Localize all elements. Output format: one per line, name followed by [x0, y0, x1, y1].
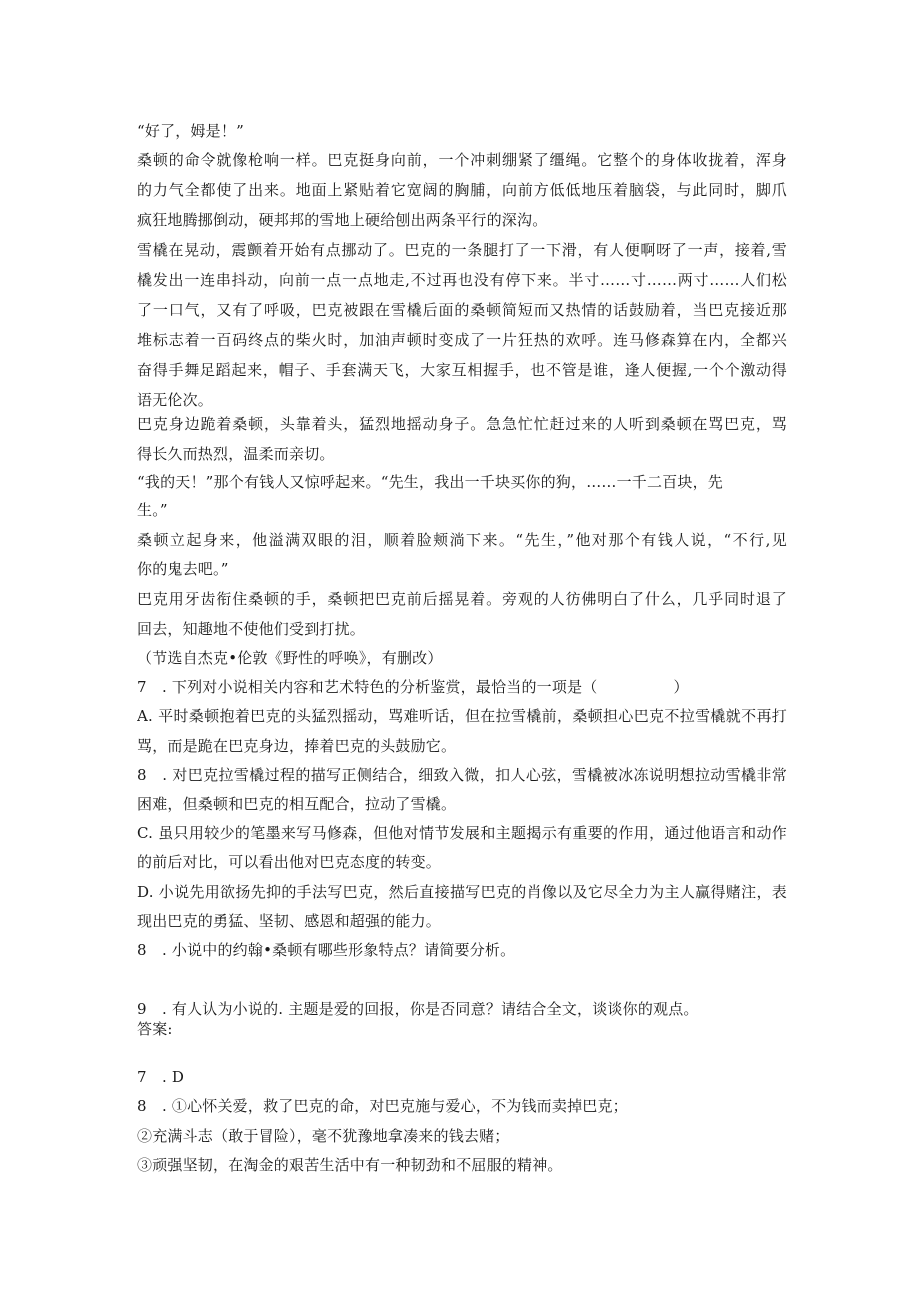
question-8: 8 . 小说中的约翰•桑顿有哪些形象特点？请简要分析。 [137, 941, 516, 959]
answer-7: 7 . D [137, 1068, 185, 1086]
answer-8-point-1: 8 . ①心怀关爱，救了巴克的命，对巴克施与爱心，不为钱而卖掉巴克； [137, 1097, 628, 1115]
passage-line: 疯狂地腾挪倒动，硬邦邦的雪地上硬给刨出两条平行的深沟。 [137, 211, 548, 229]
passage-line: 了一口气，又有了呼吸，巴克被跟在雪橇后面的桑顿简短而又热情的话鼓励着，当巴克接近那 [137, 301, 787, 319]
passage-line: 桑顿立起身来，他溢满双眼的泪，顺着脸颊淌下来。“先生，”他对那个有钱人说，“不行,见 [137, 531, 787, 549]
option-b: 8 . 对巴克拉雪橇过程的描写正侧结合，细致入微，扣人心弦，雪橇被冰冻说明想拉动雪橇非常 [137, 766, 787, 784]
option-b-cont: 困难，但桑顿和巴克的相互配合，拉动了雪橇。 [137, 795, 457, 813]
passage-line: “我的天！”那个有钱人又惊呼起来。“先生，我出一千块买你的狗，……一千二百块，先 [137, 473, 724, 491]
question-9: 9 . 有人认为小说的. 主题是爱的回报，你是否同意？请结合全文，谈谈你的观点。 [137, 1000, 699, 1018]
passage-line: 得长久而热烈，温柔而亲切。 [137, 445, 335, 463]
passage-line: 你的鬼去吧。” [137, 560, 229, 578]
passage-line: 橇发出一连串抖动，向前一点一点地走,不过再也没有停下来。半寸……寸……两寸……人们松 [137, 271, 787, 289]
option-c-cont: 的前后对比，可以看出他对巴克态度的转变。 [137, 853, 442, 871]
passage-line: 语无伦次。 [137, 391, 214, 409]
passage-line: 雪橇在晃动，震颤着开始有点挪动了。巴克的一条腿打了一下滑，有人便啊呀了一声，接着,雪 [137, 241, 787, 259]
passage-line: 奋得手舞足蹈起来，帽子、手套满天飞，大家互相握手，也不管是谁，逢人便握,一个个激动得 [137, 361, 787, 379]
option-c: C. 虽只用较少的笔墨来写马修森，但他对情节发展和主题揭示有重要的作用，通过他语言和动作 [137, 824, 787, 842]
passage-line: 巴克用牙齿衔住桑顿的手，桑顿把巴克前后摇晃着。旁观的人彷佛明白了什么，几乎同时退了 [137, 590, 787, 608]
passage-line: 的力气全都使了出来。地面上紧贴着它宽阔的胸脯，向前方低低地压着脑袋，与此同时，脚爪 [137, 181, 787, 199]
question-7-stem: 7 . 下列对小说相关内容和艺术特色的分析鉴赏，最恰当的一项是（ ） [137, 678, 689, 696]
option-a-cont: 骂，而是跪在巴克身边，捧着巴克的头鼓励它。 [137, 737, 457, 755]
passage-line: 巴克身边跪着桑顿，头靠着头，猛烈地摇动身子。急急忙忙赶过来的人听到桑顿在骂巴克，骂 [137, 415, 787, 433]
passage-source: （节选自杰克•伦敦《野性的呼唤》，有删改） [137, 649, 443, 667]
option-d-cont: 现出巴克的勇猛、坚韧、感恩和超强的能力。 [137, 912, 442, 930]
answer-8-point-2: ②充满斗志（敢于冒险），毫不犹豫地拿凑来的钱去赌； [137, 1127, 510, 1145]
passage-line: “好了，姆是！” [137, 122, 244, 140]
answer-label: 答案: [137, 1020, 173, 1038]
option-a: A. 平时桑顿抱着巴克的头猛烈摇动，骂难听话，但在拉雪橇前，桑顿担心巴克不拉雪橇就不再打 [137, 707, 787, 725]
passage-line: 堆标志着一百码终点的柴火时，加油声顿时变成了一片狂热的欢呼。连马修森算在内，全都兴 [137, 331, 787, 349]
passage-line: 桑顿的命令就像枪响一样。巴克挺身向前，一个冲刺绷紧了缰绳。它整个的身体收拢着，浑身 [137, 151, 787, 169]
option-d: D. 小说先用欲扬先抑的手法写巴克，然后直接描写巴克的肖像以及它尽全力为主人赢得赌注，表 [137, 883, 787, 901]
answer-8-point-3: ③顽强坚韧，在淘金的艰苦生活中有一种韧劲和不屈服的精神。 [137, 1156, 563, 1174]
passage-line: 回去，知趣地不使他们受到打扰。 [137, 620, 366, 638]
passage-line: 生。” [137, 501, 168, 519]
